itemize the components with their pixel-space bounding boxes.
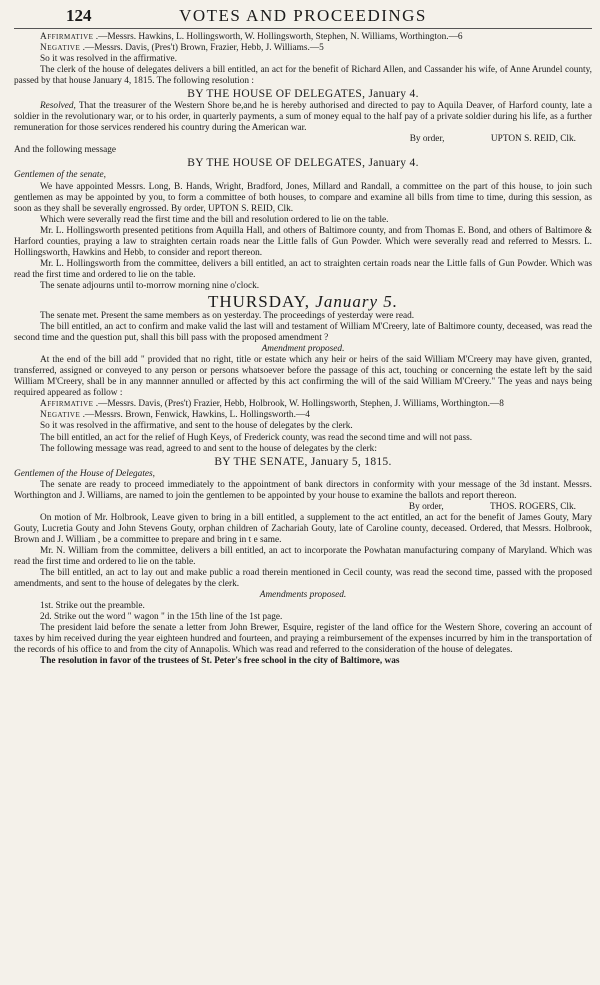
text-span: The clerk of the house of delegates delivers a bill entitled, an act for the benefit of Richard Allen, and Cassander his wife, of Anne Arundel county, passed by that house January 4, 1815. The following resolution : <box>14 65 592 87</box>
text-span: The resolution in favor of the trustees of St. Peter's free school in the city of Baltimore, was <box>40 656 400 667</box>
text-span: The senate met. Present the same members as on yesterday. The proceedings of yesterday were read. <box>40 310 415 321</box>
paragraph <box>14 281 592 292</box>
text-span: By order, THOS. ROGERS, Clk. <box>408 501 576 512</box>
paragraph <box>14 344 592 355</box>
text-span: January 5. <box>315 291 399 311</box>
text-span: 1st. Strike out the preamble. <box>40 601 145 612</box>
text-span: BY THE HOUSE OF DELEGATES, January 4. <box>187 88 419 101</box>
text-span: BY THE SENATE, January 5, 1815. <box>214 455 392 468</box>
text-span: We have appointed Messrs. Long, B. Hands, Wright, Bradford, Jones, Millard and Randall, a committee on the part of this house, to join such gentlemen as may be appointed by you, to form a committee of both houses, to compare and examine all bills from time to time, during this session, as soon as they shall be severally engrossed. By order, UPTON S. REID, Clk. <box>14 181 592 214</box>
section-heading <box>14 156 592 170</box>
text-span: And the following message <box>14 145 116 156</box>
text-span: Affirmative <box>40 32 94 42</box>
text-span: 2d. Strike out the word " wagon " in the 15th line of the 1st page. <box>40 612 283 623</box>
signature-line <box>14 134 592 145</box>
text-span: So it was resolved in the affirmative, and sent to the house of delegates by the clerk. <box>40 421 353 432</box>
text-span: .—Messrs. Hawkins, L. Hollingsworth, W. Hollingsworth, Stephen, N. Williams, Worthington.—6 <box>93 32 463 42</box>
text-span: Mr. L. Hollingsworth presented petitions from Aquilla Hall, and others of Baltimore county, and from Thomas E. Bond, and others of Baltimore & Harford counties, praying a law to straighten certain roads near the Little falls of Gun Powder. Which were severally read and referred to Messrs. L. Hollingsworth, Hawkins and Hebb, to consider and report thereon. <box>14 225 592 258</box>
text-span: That the treasurer of the Western Shore be,and he is hereby authorised and directed to pay to Aquila Deaver, of Harford county, late a soldier in the revolutionary war, or to his order, in quarterly payments, a sum of money equal to the half pay of a private soldier during his life, as a further remuneration for those services rendered his country during the American war. <box>14 101 592 134</box>
paragraph <box>14 355 592 399</box>
paragraph <box>14 410 592 421</box>
paragraph <box>14 182 592 215</box>
section-heading <box>14 455 592 469</box>
paragraph <box>14 433 592 444</box>
paragraph <box>14 322 592 344</box>
text-span: .—Messrs. Brown, Fenwick, Hawkins, L. Hollingsworth.—4 <box>80 410 310 421</box>
text-span: Resolved, <box>40 101 76 112</box>
text-span: Gentlemen of the House of Delegates, <box>14 468 155 479</box>
paragraph <box>14 43 592 54</box>
paragraph <box>14 513 592 546</box>
paragraph <box>14 170 592 181</box>
text-span: The president laid before the senate a letter from John Brewer, Esquire, register of the land office for the Western Shore, covering an account of taxes by him received during the year eighteen hundred and fourteen, and praying a reimbursement of the expenses incurred by him in the transportation of the records of his office to and from the city of Annapolis. Which was read and referred to the consideration of the house of delegates. <box>14 623 592 656</box>
paragraph <box>14 215 592 226</box>
paragraph <box>14 623 592 656</box>
paragraph <box>14 612 592 623</box>
text-span: The bill entitled, an act for the relief of Hugh Keys, of Frederick county, was read the second time and will not pass. <box>40 432 473 443</box>
paragraph <box>14 54 592 65</box>
text-span: Negative <box>40 43 81 54</box>
text-span: The bill entitled, an act to lay out and make public a road therein mentioned in Cecil county, was read the second time, passed with the proposed amendments, and sent to the house of delegates by the clerk. <box>14 568 592 590</box>
text-span: On motion of Mr. Holbrook, Leave given to bring in a bill entitled, a supplement to the act entitled, an act for the benefit of James Gouty, Mary Gouty, Lucretia Gouty and John Stevens Gouty, orphan children of Zachariah Gouty, late of Caroline county, deceased. Ordered, that Messrs. Holbrook, Brown and J. William , be a committee to prepare and bring in t e same. <box>14 512 592 545</box>
paragraph <box>14 546 592 568</box>
paragraph <box>14 226 592 259</box>
paragraph <box>14 145 592 156</box>
paragraph <box>14 311 592 322</box>
text-span: Which were severally read the first time and the bill and resolution ordered to lie on the table. <box>40 214 389 225</box>
paragraph <box>14 656 592 667</box>
text-span: .—Messrs. Davis, (Pres't) Frazier, Hebb, Holbrook, W. Hollingsworth, Stephen, J. Williams, Worthington.—8 <box>93 399 504 410</box>
paragraph <box>14 444 592 455</box>
text-span: Affirmative <box>40 399 94 410</box>
text-span: At the end of the bill add " provided that no right, title or estate which any heir or heirs of the said William M'Creery may have given, granted, transferred, assigned or conveyed to any person or persons whatsoever before the passage of this act, touching or concerning the estate left by the said William M'Creery, shall be in any mannner annulled or affected by this act confirming the will of the said William M'Creery." The yeas and nays being required appeared as follow : <box>14 355 592 399</box>
paragraph <box>14 421 592 432</box>
paragraph <box>14 480 592 502</box>
text-span: Gentlemen of the senate, <box>14 170 106 181</box>
text-span: Amendment proposed. <box>261 344 345 355</box>
text-span: Mr. L. Hollingsworth from the committee, delivers a bill entitled, an act to straighten certain roads near the Little falls of Gun Powder. Which was read the first time and ordered to lie on the table. <box>14 258 592 280</box>
text-span: The senate adjourns until to-morrow morning nine o'clock. <box>40 280 260 291</box>
text-span: THURSDAY, <box>207 291 316 311</box>
paragraph <box>14 32 592 43</box>
text-span: So it was resolved in the affirmative. <box>40 54 177 65</box>
paragraph <box>14 568 592 590</box>
text-span: Amendments proposed. <box>259 590 347 601</box>
running-title: VOTES AND PROCEEDINGS <box>179 6 427 25</box>
text-span: The senate are ready to proceed immediately to the appointment of bank directors in conformity with your message of the 3d instant. Messrs. Worthington and J. Williams, are named to join the gentlemen to be appointed by your house to examine the ballots and report thereon. <box>14 479 592 501</box>
paragraph <box>14 259 592 281</box>
paragraph <box>14 590 592 601</box>
paragraph <box>14 469 592 480</box>
text-span: The bill entitled, an act to confirm and make valid the last will and testament of William M'Creery, late of Baltimore county, deceased, was read the second time and the question put, shall this bill pass with the proposed amendment ? <box>14 322 592 344</box>
section-heading <box>14 87 592 101</box>
signature-line <box>14 502 592 513</box>
paragraph <box>14 399 592 410</box>
paragraph <box>14 65 592 87</box>
day-heading <box>14 292 592 311</box>
paragraph <box>14 601 592 612</box>
text-span: Mr. N. William from the committee, delivers a bill entitled, an act to incorporate the Powhatan manufacturing company of Maryland. Which was read the first time and ordered to lie on the table. <box>14 545 592 567</box>
page-number: 124 <box>66 6 92 25</box>
document-body <box>14 32 592 667</box>
page-header <box>14 6 592 29</box>
text-span: Negative <box>40 410 81 421</box>
text-span: By order, UPTON S. REID, Clk. <box>409 134 576 145</box>
text-span: The following message was read, agreed to and sent to the house of delegates by the clerk: <box>40 443 377 454</box>
text-span: BY THE HOUSE OF DELEGATES, January 4. <box>187 157 419 170</box>
paragraph <box>14 101 592 134</box>
text-span: .—Messrs. Davis, (Pres't) Brown, Frazier, Hebb, J. Williams.—5 <box>80 43 324 54</box>
